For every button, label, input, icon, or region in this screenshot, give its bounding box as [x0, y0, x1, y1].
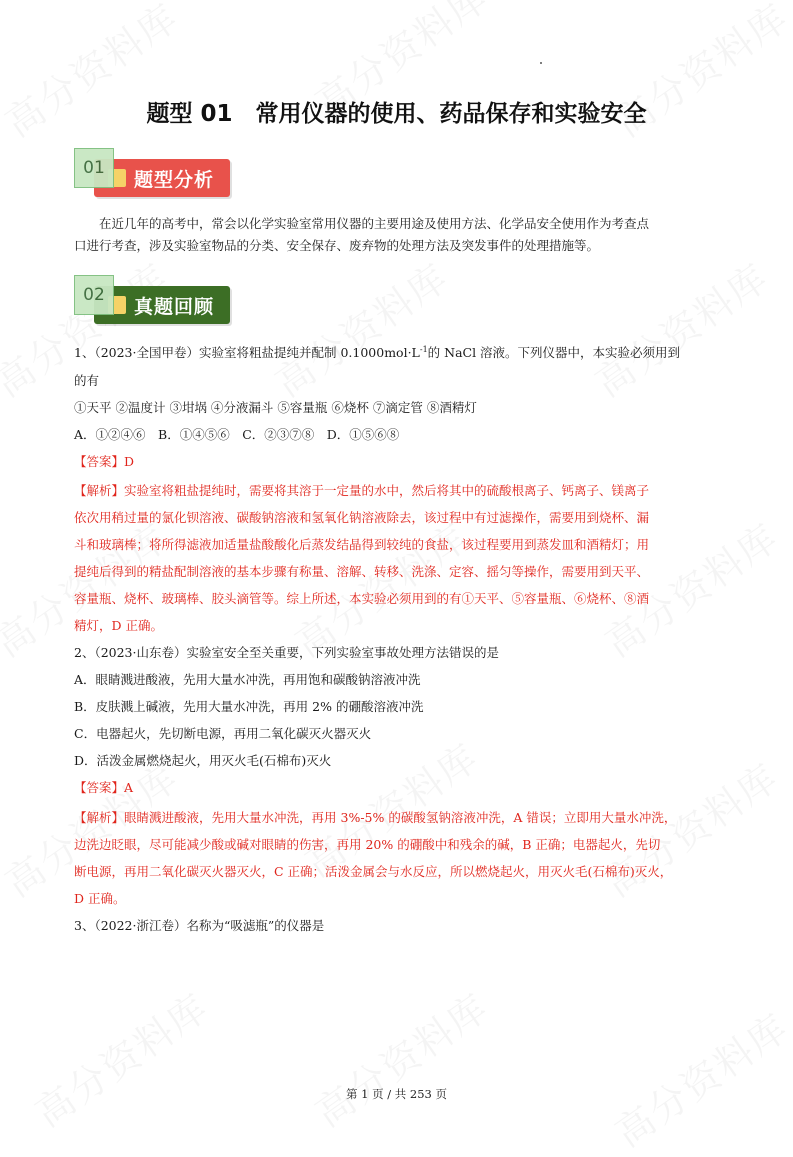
- watermark-text: [22, 978, 217, 1138]
- q2-answer: [74, 778, 133, 796]
- analysis-line: 依次用稍过量的氯化钡溶液、碳酸钠溶液和氢氧化钠溶液除去，该过程中有过滤操作，需要用到烧杯、漏: [74, 510, 650, 525]
- section-band: [94, 286, 230, 324]
- q1-items: ①天平 ②温度计 ③坩埚 ④分液漏斗 ⑤容量瓶 ⑥烧杯 ⑦滴定管 ⑧酒精灯: [74, 400, 477, 415]
- section-number: 02: [74, 275, 114, 315]
- section-number: 01: [74, 148, 114, 188]
- watermark-text: [602, 998, 793, 1157]
- section-band: [94, 159, 230, 197]
- analysis-line: [74, 804, 729, 831]
- watermark-text: [262, 248, 457, 408]
- analysis-line: D 正确。: [74, 891, 126, 906]
- analysis-text: 实验室将粗盐提纯时，需要将其溶于一定量的水中，然后将其中的硫酸根离子、钙离子、镁离子: [124, 483, 650, 498]
- q2-option: D．活泼金属燃烧起火，用灭火毛(石棉布)灭火: [74, 753, 332, 768]
- analysis-line: 提纯后得到的精盐配制溶液的基本步骤有称量、溶解、转移、洗涤、定容、摇匀等操作，需要用到天平、: [74, 564, 650, 579]
- answer-tag: 【答案】: [74, 780, 125, 795]
- intro-line: 在近几年的高考中，常会以化学实验室常用仪器的主要用途及使用方法、化学品安全使用作为考查点: [74, 216, 650, 231]
- q1-analysis: [74, 477, 719, 639]
- q1-stem: [74, 343, 680, 361]
- analysis-tag: 【解析】: [74, 810, 125, 825]
- q1-stem-part: 的 NaCl 溶液。下列仪器中，本实验必须用到: [427, 345, 681, 360]
- section-header-review: [74, 275, 234, 325]
- stray-dot: [540, 62, 542, 64]
- analysis-line: 边洗边眨眼，尽可能减少酸或碱对眼睛的伤害，再用 20% 的硼酸中和残余的碱，B 正确；电器起火，先切: [74, 837, 661, 852]
- analysis-line: 断电源，再用二氧化碳灭火器灭火，C 正确；活泼金属会与水反应，所以燃烧起火，用灭火毛(石棉布)灭火，: [74, 864, 673, 879]
- q1-answer: [74, 452, 134, 470]
- q2-option: C．电器起火，先切断电源，再用二氧化碳灭火器灭火: [74, 726, 372, 741]
- watermark-text: [302, 978, 497, 1138]
- q3-stem: 3、（2022·浙江卷）名称为“吸滤瓶”的仪器是: [74, 918, 325, 933]
- analysis-text: 眼睛溅进酸液，先用大量水冲洗，再用 3%-5% 的碳酸氢钠溶液冲洗，A 错误；立即用大量水冲洗，: [124, 810, 677, 825]
- q2-option: A．眼睛溅进酸液，先用大量水冲洗，再用饱和碳酸钠溶液冲洗: [74, 672, 421, 687]
- section-header-analysis: [74, 148, 234, 198]
- answer-tag: 【答案】: [74, 454, 125, 469]
- analysis-tag: 【解析】: [74, 483, 125, 498]
- page-footer: 第 1 页 / 共 253 页: [345, 1087, 448, 1101]
- watermark-text: [582, 248, 777, 408]
- section-label: 真题回顾: [134, 295, 215, 318]
- answer-value: A: [124, 780, 134, 795]
- analysis-line: 容量瓶、烧杯、玻璃棒、胶头滴管等。综上所述，本实验必须用到的有①天平、⑤容量瓶、⑥烧杯、⑧酒: [74, 591, 650, 606]
- section-label: 题型分析: [134, 168, 215, 191]
- q1-options: A．①②④⑥ B．①④⑤⑥ C．②③⑦⑧ D．①⑤⑥⑧: [74, 427, 400, 442]
- analysis-line: 精灯，D 正确。: [74, 618, 163, 633]
- analysis-line: 斗和玻璃棒；将所得滤液加适量盐酸酸化后蒸发结晶得到较纯的食盐，该过程要用到蒸发皿和酒精灯；用: [74, 537, 650, 552]
- analysis-line: [74, 477, 719, 504]
- q2-analysis: [74, 804, 729, 912]
- q1-stem-cont: 的有: [74, 373, 100, 388]
- q1-stem-part: 1、（2023·全国甲卷）实验室将粗盐提纯并配制 0.1000mol·L: [74, 345, 420, 360]
- q2-option: B．皮肤溅上碱液，先用大量水冲洗，再用 2% 的硼酸溶液冲洗: [74, 699, 424, 714]
- q1-stem-sup: -1: [419, 344, 428, 354]
- answer-value: D: [124, 454, 135, 469]
- page-title: 题型 01 常用仪器的使用、药品保存和实验安全: [146, 101, 647, 127]
- intro-paragraph: [74, 213, 719, 257]
- q2-stem: 2、（2023·山东卷）实验室安全至关重要，下列实验室事故处理方法错误的是: [74, 645, 499, 660]
- intro-line: 口进行考查，涉及实验室物品的分类、安全保存、废弃物的处理方法及突发事件的处理措施等。: [74, 238, 600, 253]
